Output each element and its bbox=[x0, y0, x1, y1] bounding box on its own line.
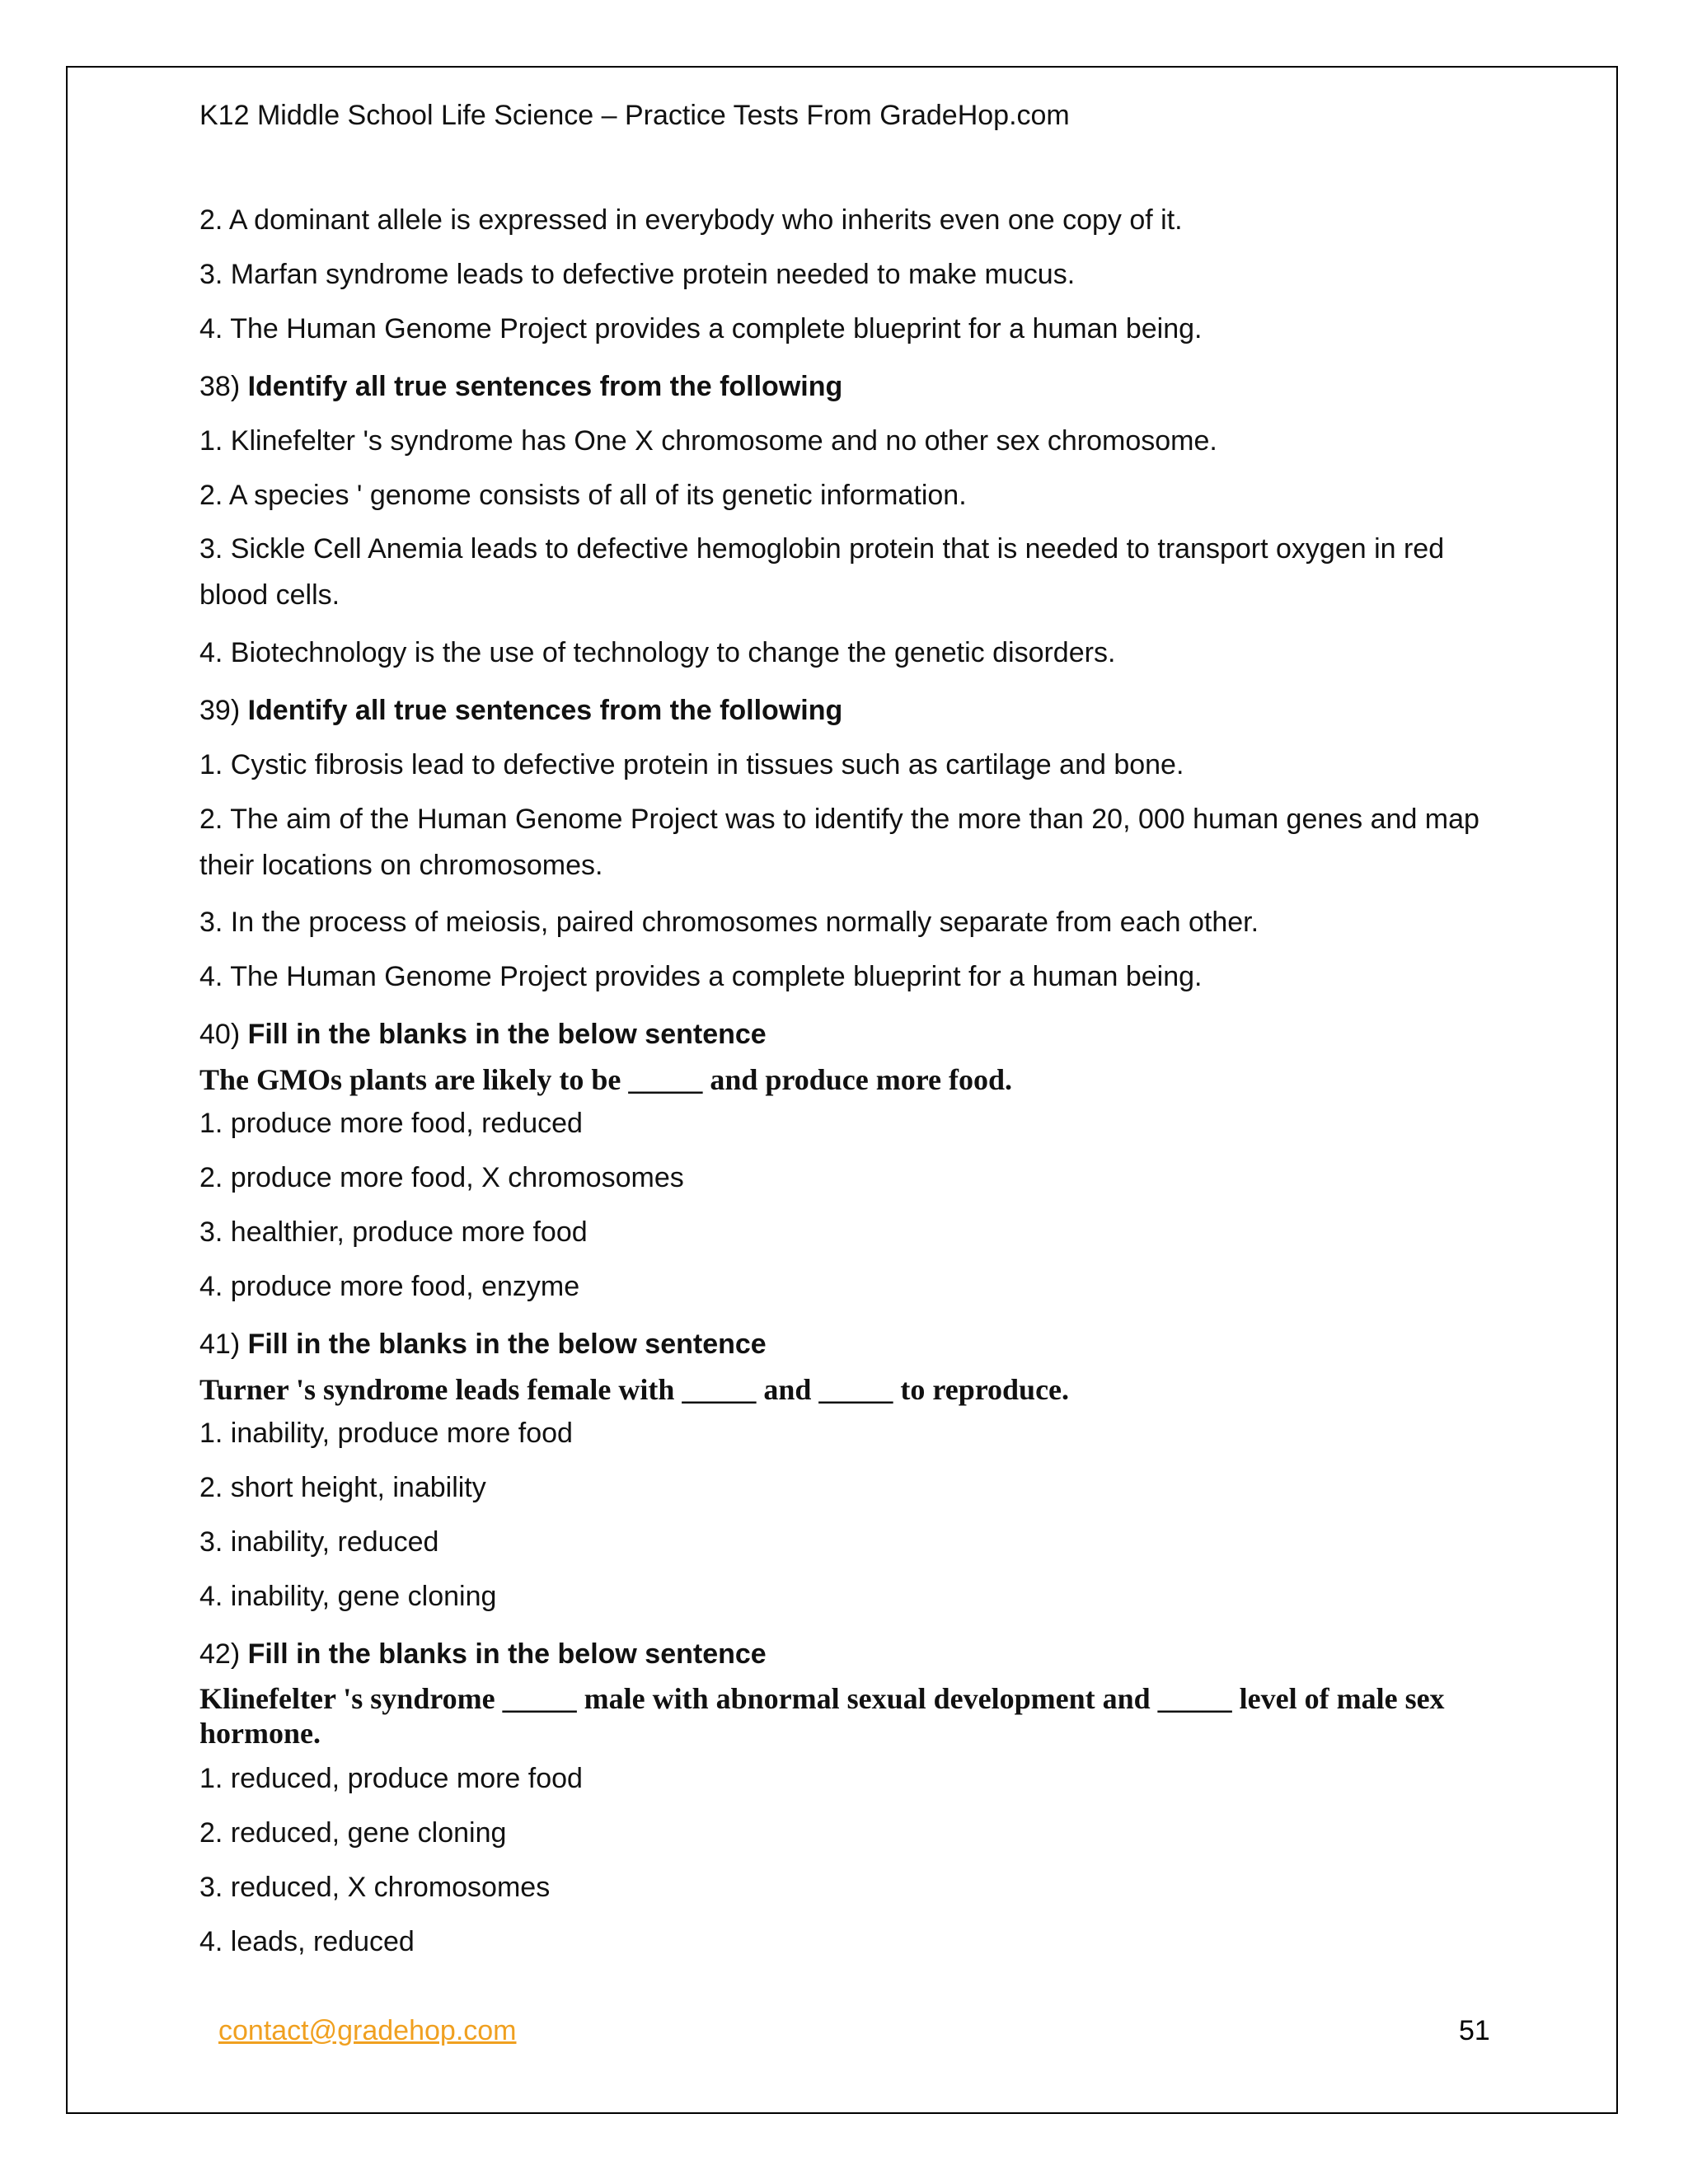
question-39-heading bbox=[199, 696, 842, 724]
q41-sentence: Turner 's syndrome leads female with _____ and _____ to reproduce. bbox=[199, 1373, 1070, 1406]
question-prompt: Fill in the blanks in the below sentence bbox=[247, 1329, 767, 1360]
continued-option-2: 2. A dominant allele is expressed in everybody who inherits even one copy of it. bbox=[199, 204, 1183, 236]
q40-sentence: The GMOs plants are likely to be _____ and produce more food. bbox=[199, 1063, 1013, 1096]
q38-option-4: 4. Biotechnology is the use of technology to change the genetic disorders. bbox=[199, 637, 1116, 668]
q38-option-1: 1. Klinefelter 's syndrome has One X chromosome and no other sex chromosome. bbox=[199, 425, 1217, 457]
question-number: 41) bbox=[199, 1329, 241, 1360]
question-number: 39) bbox=[199, 695, 241, 726]
question-42-heading bbox=[199, 1640, 767, 1668]
continued-option-3: 3. Marfan syndrome leads to defective protein needed to make mucus. bbox=[199, 259, 1076, 290]
question-number: 42) bbox=[199, 1638, 241, 1670]
question-40-heading bbox=[199, 1020, 767, 1048]
contact-email-link[interactable]: contact@gradehop.com bbox=[218, 2015, 517, 2046]
question-number: 40) bbox=[199, 1019, 241, 1050]
q40-option-1: 1. produce more food, reduced bbox=[199, 1108, 583, 1139]
q42-option-3: 3. reduced, X chromosomes bbox=[199, 1872, 551, 1903]
q39-option-2: 2. The aim of the Human Genome Project was to identify the more than 20, 000 human genes and map their locations on chromosomes. bbox=[199, 804, 1479, 881]
question-41-heading bbox=[199, 1330, 767, 1358]
q38-option-3: 3. Sickle Cell Anemia leads to defective hemoglobin protein that is needed to transport oxygen in red blood cells. bbox=[199, 533, 1445, 611]
q39-option-1: 1. Cystic fibrosis lead to defective protein in tissues such as cartilage and bone. bbox=[199, 749, 1184, 780]
question-prompt: Fill in the blanks in the below sentence bbox=[247, 1019, 767, 1050]
q42-option-4: 4. leads, reduced bbox=[199, 1926, 415, 1957]
q41-option-3: 3. inability, reduced bbox=[199, 1526, 439, 1558]
q42-option-2: 2. reduced, gene cloning bbox=[199, 1817, 507, 1849]
q39-option-3: 3. In the process of meiosis, paired chromosomes normally separate from each other. bbox=[199, 907, 1259, 938]
question-prompt: Fill in the blanks in the below sentence bbox=[247, 1638, 767, 1670]
question-prompt: Identify all true sentences from the following bbox=[247, 695, 843, 726]
page-header: K12 Middle School Life Science – Practice Tests From GradeHop.com bbox=[199, 100, 1070, 131]
q40-option-2: 2. produce more food, X chromosomes bbox=[199, 1162, 684, 1193]
q40-option-4: 4. produce more food, enzyme bbox=[199, 1271, 580, 1302]
q42-sentence: Klinefelter 's syndrome _____ male with abnormal sexual development and _____ level of male sex hormone. bbox=[199, 1682, 1445, 1750]
question-number: 38) bbox=[199, 371, 241, 402]
q41-option-1: 1. inability, produce more food bbox=[199, 1418, 573, 1449]
question-38-heading bbox=[199, 373, 842, 401]
page-number: 51 bbox=[1459, 2015, 1490, 2046]
q41-option-4: 4. inability, gene cloning bbox=[199, 1581, 497, 1612]
q41-option-2: 2. short height, inability bbox=[199, 1472, 486, 1503]
q38-option-2: 2. A species ' genome consists of all of its genetic information. bbox=[199, 480, 967, 511]
continued-option-4: 4. The Human Genome Project provides a complete blueprint for a human being. bbox=[199, 313, 1203, 344]
question-prompt: Identify all true sentences from the following bbox=[247, 371, 843, 402]
q40-option-3: 3. healthier, produce more food bbox=[199, 1216, 588, 1248]
q39-option-4: 4. The Human Genome Project provides a complete blueprint for a human being. bbox=[199, 961, 1203, 992]
q42-option-1: 1. reduced, produce more food bbox=[199, 1763, 583, 1794]
